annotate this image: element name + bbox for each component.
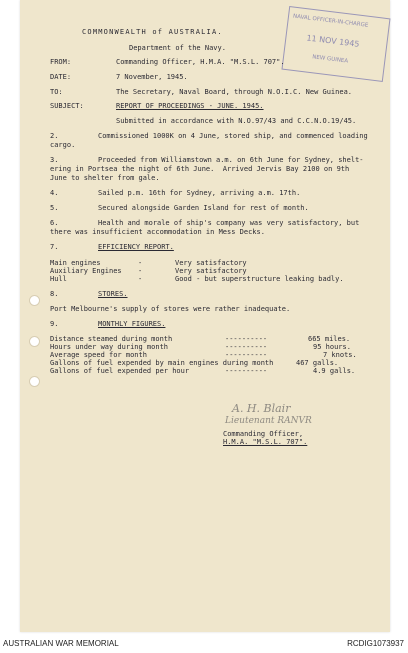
monthly-value: 4.9 galls. [313,367,356,375]
paragraph-4-text: Sailed p.m. 16th for Sydney, arriving a.m. 17th. [98,189,301,197]
paragraph-6-line: Health and morale of ship's company was very satisfactory, but [98,219,360,227]
punch-hole [29,336,40,347]
monthly-dashes: ---------- [225,351,268,359]
received-stamp [281,6,390,82]
to-value: The Secretary, Naval Board, through N.O.I.C. New Guinea. [116,88,353,96]
stamp-office: NAVAL OFFICER-IN-CHARGE [292,13,369,29]
efficiency-label: Hull [50,275,67,283]
efficiency-value: Very satisfactory [175,267,247,275]
stores-number: 8. [50,290,59,298]
footer-id: RCDIG1073937 [347,639,404,648]
from-value: Commanding Officer, H.M.A. "M.S.L. 707". [116,58,285,66]
monthly-label: Gallons of fuel expended by main engines during month [50,359,274,367]
paragraph-2-line: cargo. [50,141,76,149]
punch-hole [29,295,40,306]
monthly-dashes: ---------- [225,343,268,351]
monthly-label: Hours under way during month [50,343,169,351]
stores-text: Port Melbourne's supply of stores were rather inadequate. [50,305,291,313]
from-label: FROM: [50,58,72,66]
paragraph-3-number: 3. [50,156,59,164]
paragraph-6-number: 6. [50,219,59,227]
monthly-value: 665 miles. [308,335,351,343]
paragraph-4-number: 4. [50,189,59,197]
monthly-value: 95 hours. [313,343,351,351]
paragraph-3-line: June to shelter from gale. [50,174,160,182]
efficiency-value: Good - but superstructure leaking badly. [175,275,344,283]
to-label: TO: [50,88,63,96]
monthly-label: Gallons of fuel expended per hour [50,367,190,375]
signatory-ship: H.M.A. "M.S.L. 707". [223,438,308,446]
efficiency-heading: EFFICIENCY REPORT. [98,243,174,251]
stamp-place: NEW GUINEA [311,54,349,65]
department-heading: Department of the Navy. [129,44,226,52]
efficiency-dash: - [138,267,143,275]
stamp-date: 11 NOV 1945 [305,33,360,49]
footer-source: AUSTRALIAN WAR MEMORIAL [3,639,119,648]
monthly-heading: MONTHLY FIGURES. [98,320,166,328]
stores-heading: STORES. [98,290,128,298]
paragraph-3-line: Proceeded from Williamstown a.m. on 6th June for Sydney, shelt- [98,156,364,164]
signature-name: A. H. Blair [232,402,291,415]
monthly-value: 7 knots. [323,351,357,359]
punch-hole [29,376,40,387]
monthly-number: 9. [50,320,59,328]
efficiency-value: Very satisfactory [175,259,247,267]
paragraph-2-number: 2. [50,132,59,140]
monthly-value: 467 galls. [296,359,339,367]
paragraph-6-line: there was insufficient accommodation in Mess Decks. [50,228,265,236]
signatory-title: Commanding Officer, [223,430,304,438]
monthly-dashes: ---------- [225,335,268,343]
document-page [20,0,390,632]
efficiency-label: Main engines [50,259,101,267]
paragraph-5-number: 5. [50,204,59,212]
subject-value: REPORT OF PROCEEDINGS - JUNE. 1945. [116,102,264,110]
monthly-dashes: ---------- [225,367,268,375]
date-value: 7 November, 1945. [116,73,188,81]
efficiency-label: Auxiliary Engines [50,267,122,275]
date-label: DATE: [50,73,72,81]
country-heading: COMMONWEALTH of AUSTRALIA. [82,28,223,36]
monthly-label: Distance steamed during month [50,335,173,343]
efficiency-dash: - [138,259,143,267]
signature-rank: Lieutenant RANVR [225,416,312,426]
efficiency-number: 7. [50,243,59,251]
efficiency-dash: - [138,275,143,283]
monthly-label: Average speed for month [50,351,147,359]
subject-label: SUBJECT: [50,102,84,110]
paragraph-2-line: Commissioned 1000K on 4 June, stored ship, and commenced loading [98,132,368,140]
paragraph-5-text: Secured alongside Garden Island for rest of month. [98,204,309,212]
intro-paragraph: Submitted in accordance with N.O.97/43 and C.C.N.O.19/45. [116,117,357,125]
paragraph-3-line: ering in Portsea the night of 6th June. Arrived Jervis Bay 2100 on 9th [50,165,350,173]
